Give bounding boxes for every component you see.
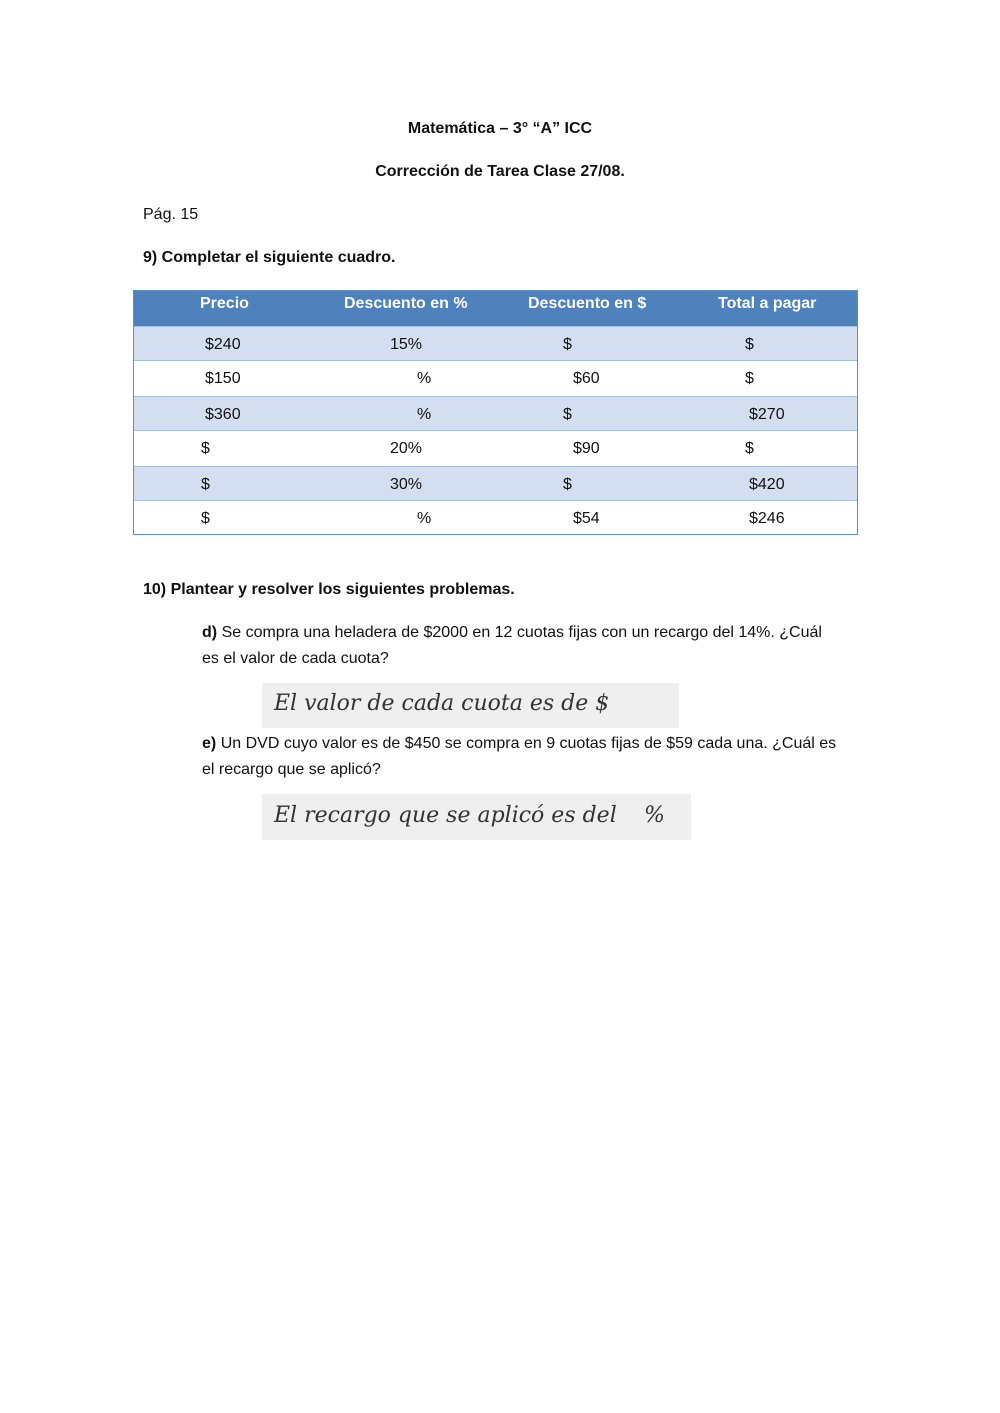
question-9-heading: 9) Completar el siguiente cuadro. [143,249,396,266]
table-row [134,431,857,466]
cell-total[interactable]: $ [745,336,754,353]
table-row [134,361,857,396]
cell-discount-percent[interactable]: % [417,370,432,387]
table-row [134,326,857,361]
problem-d-label: d) [202,624,218,641]
cell-total: $420 [749,476,785,493]
cell-discount-amount[interactable]: $ [563,406,572,423]
cell-price[interactable]: $ [201,440,210,457]
cell-discount-amount: $90 [573,440,600,457]
cell-total[interactable]: $ [745,440,754,457]
page-reference: Pág. 15 [143,206,199,223]
question-10-heading: 10) Plantear y resolver los siguientes problemas. [143,581,515,598]
header-discount-amount: Descuento en $ [528,295,647,312]
table-row [134,466,857,501]
cell-total[interactable]: $ [745,370,754,387]
cell-discount-percent[interactable]: % [417,406,432,423]
problem-d-line-1 [202,624,822,642]
cell-price[interactable]: $ [201,510,210,527]
cell-price: $150 [205,370,241,387]
cell-discount-amount: $60 [573,370,600,387]
cell-discount-percent: 15% [390,336,423,353]
header-total: Total a pagar [718,295,817,312]
cell-discount-amount[interactable]: $ [563,476,572,493]
problem-d-line-2: es el valor de cada cuota? [202,650,389,667]
table-row [134,396,857,431]
cell-total: $270 [749,406,785,423]
document-title: Matemática – 3° “A” ICC [407,120,593,137]
problem-e-label: e) [202,735,217,752]
answer-box-e[interactable] [262,794,691,840]
cell-total: $246 [749,510,785,527]
header-price: Precio [200,295,249,312]
answer-e-text: El recargo que se aplicó es del [274,803,617,828]
problem-e-text-1: Un DVD cuyo valor es de $450 se compra en 9 cuotas fijas de $59 cada una. ¿Cuál es [220,735,837,752]
problem-d-text-1: Se compra una heladera de $2000 en 12 cuotas fijas con un recargo del 14%. ¿Cuál [221,624,822,641]
table-header-row [134,291,857,326]
cell-discount-amount[interactable]: $ [563,336,572,353]
cell-price: $360 [205,406,241,423]
answer-box-d[interactable] [262,683,679,728]
document-subtitle: Corrección de Tarea Clase 27/08. [375,163,625,180]
cell-price: $240 [205,336,241,353]
table-row [134,501,857,536]
answer-e-percent: % [644,803,665,828]
cell-discount-amount: $54 [573,510,600,527]
problem-e-line-1 [202,735,836,753]
problem-e-line-2: el recargo que se aplicó? [202,761,381,778]
cell-discount-percent[interactable]: % [417,510,432,527]
header-discount-percent: Descuento en % [344,295,468,312]
cell-discount-percent: 20% [390,440,423,457]
discount-table [133,290,858,535]
answer-d-text: El valor de cada cuota es de $ [274,691,610,716]
cell-discount-percent: 30% [390,476,423,493]
cell-price[interactable]: $ [201,476,210,493]
